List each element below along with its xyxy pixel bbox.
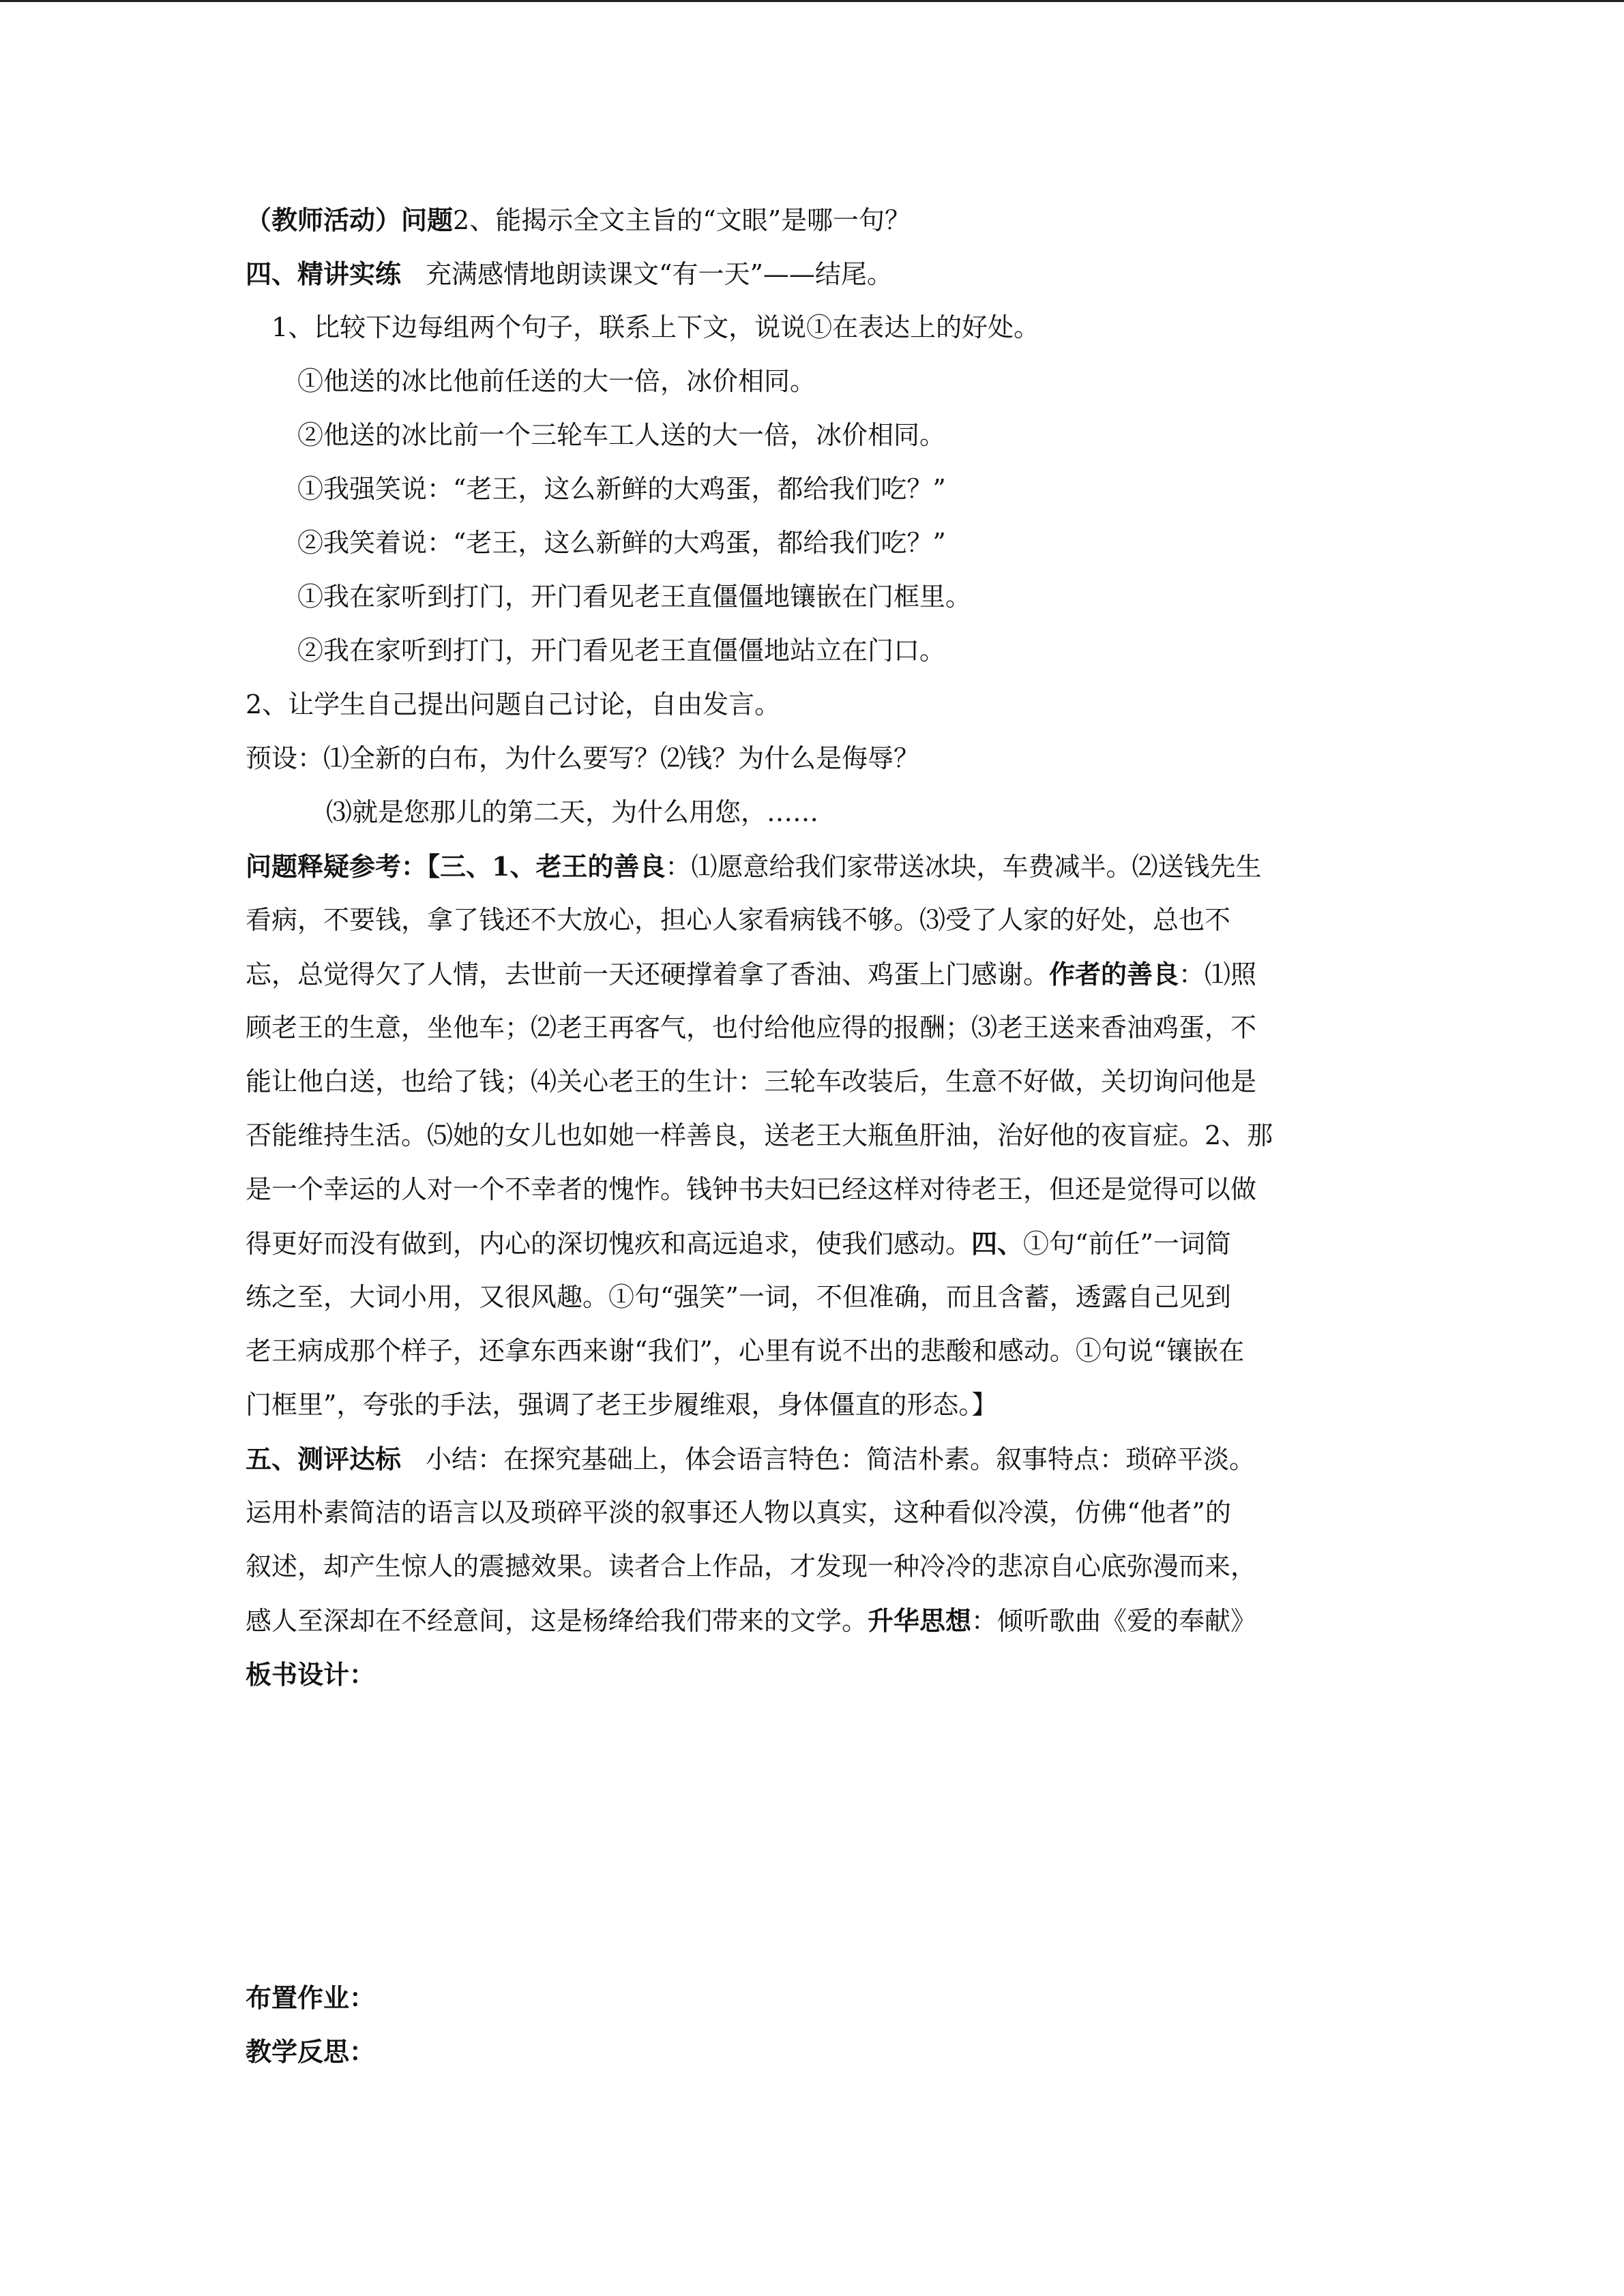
sentence-pair-3a: ①我在家听到打门，开门看见老王直僵僵地镶嵌在门框里。 <box>297 582 972 612</box>
page-top-border <box>0 0 1624 2</box>
sentence-pair-3b: ②我在家听到打门，开门看见老王直僵僵地站立在门口。 <box>297 636 946 666</box>
summary-line-2: 运用朴素简洁的语言以及琐碎平淡的叙事还人物以真实，这种看似冷漠，仿佛“他者”的 <box>246 1497 1231 1527</box>
summary-line-4: 感人至深却在不经意间，这是杨绛给我们带来的文学。升华思想：倾听歌曲《爱的奉献》 <box>246 1605 1257 1636</box>
preset-questions-1: 预设：⑴全新的白布，为什么要写？⑵钱？为什么是侮辱？ <box>246 743 920 773</box>
section-4-label: 四、精讲实练 <box>246 258 402 289</box>
answer-reference-line-2: 看病，不要钱，拿了钱还不大放心，担心人家看病钱不够。⑶受了人家的好处，总也不 <box>246 905 1231 935</box>
author-kindness-label: 作者的善良 <box>1049 959 1179 989</box>
question-2-text: 2、能揭示全文主旨的“文眼”是哪一句？ <box>453 205 911 235</box>
section-5-label: 五、测评达标 <box>246 1444 402 1474</box>
section-4-heading <box>246 247 893 301</box>
homework-heading: 布置作业： <box>246 1982 376 2013</box>
sublimation-label: 升华思想 <box>868 1605 972 1636</box>
answer-reference-line-3: 忘，总觉得欠了人情，去世前一天还硬撑着拿了香油、鸡蛋上门感谢。作者的善良：⑴照 <box>246 959 1257 989</box>
answer-reference-line-9: 练之至，大词小用，又很风趣。①句“强笑”一词，不但准确，而且含蓄，透露自己见到 <box>246 1282 1231 1312</box>
answer-reference-line-5: 能让他白送，也给了钱；⑷关心老王的生计：三轮车改装后，生意不好做，关切询问他是 <box>246 1067 1257 1097</box>
sentence-pair-1a: ①他送的冰比他前任送的大一倍，冰价相同。 <box>297 366 816 396</box>
preset-questions-2: ⑶就是您那儿的第二天，为什么用您，…… <box>326 797 819 827</box>
exercise-1-prompt: 1、比较下边每组两个句子，联系上下文，说说①在表达上的好处。 <box>271 312 1040 342</box>
exercise-2-prompt: 2、让学生自己提出问题自己讨论，自由发言。 <box>246 689 781 719</box>
section-5-heading: 五、测评达标 小结：在探究基础上，体会语言特色：简洁朴素。叙事特点：琐碎平淡。 <box>246 1444 1256 1474</box>
board-design-heading: 板书设计： <box>246 1659 376 1690</box>
sentence-pair-2a: ①我强笑说：“老王，这么新鲜的大鸡蛋，都给我们吃？” <box>297 474 946 504</box>
answer-reference-line-10: 老王病成那个样子，还拿东西来谢“我们”，心里有说不出的悲酸和感动。①句说“镶嵌在 <box>246 1336 1245 1366</box>
teacher-activity-label: （教师活动）问题 <box>246 205 454 235</box>
section-4-instruction: 充满感情地朗读课文“有一天”——结尾。 <box>426 259 893 289</box>
sentence-pair-1b: ②他送的冰比前一个三轮车工人送的大一倍，冰价相同。 <box>297 420 946 450</box>
answer-reference-line-4: 顾老王的生意，坐他车；⑵老王再客气，也付给他应得的报酬；⑶老王送来香油鸡蛋，不 <box>246 1013 1257 1043</box>
question-2-line <box>246 193 911 247</box>
part-4-label: 四、 <box>971 1228 1024 1259</box>
answer-reference-line-11: 门框里”，夸张的手法，强调了老王步履维艰，身体僵直的形态。】 <box>246 1390 998 1420</box>
answer-reference-line-1: 问题释疑参考：【三、1、老王的善良：⑴愿意给我们家带送冰块，车费减半。⑵送钱先生 <box>246 851 1262 882</box>
answer-reference-line-6: 否能维持生活。⑸她的女儿也如她一样善良，送老王大瓶鱼肝油，治好他的夜盲症。2、那 <box>246 1120 1273 1150</box>
sentence-pair-2b: ②我笑着说：“老王，这么新鲜的大鸡蛋，都给我们吃？” <box>297 528 946 558</box>
answer-reference-line-8: 得更好而没有做到，内心的深切愧疚和高远追求，使我们感动。四、①句“前任”一词简 <box>246 1228 1231 1259</box>
teaching-reflection-heading: 教学反思： <box>246 2036 376 2067</box>
answer-reference-label: 问题释疑参考：【三、1、老王的善良 <box>246 851 666 882</box>
answer-reference-line-7: 是一个幸运的人对一个不幸者的愧怍。钱钟书夫妇已经这样对待老王，但还是觉得可以做 <box>246 1174 1257 1204</box>
summary-line-3: 叙述，却产生惊人的震撼效果。读者合上作品，才发现一种冷冷的悲凉自心底弥漫而来， <box>246 1551 1257 1581</box>
